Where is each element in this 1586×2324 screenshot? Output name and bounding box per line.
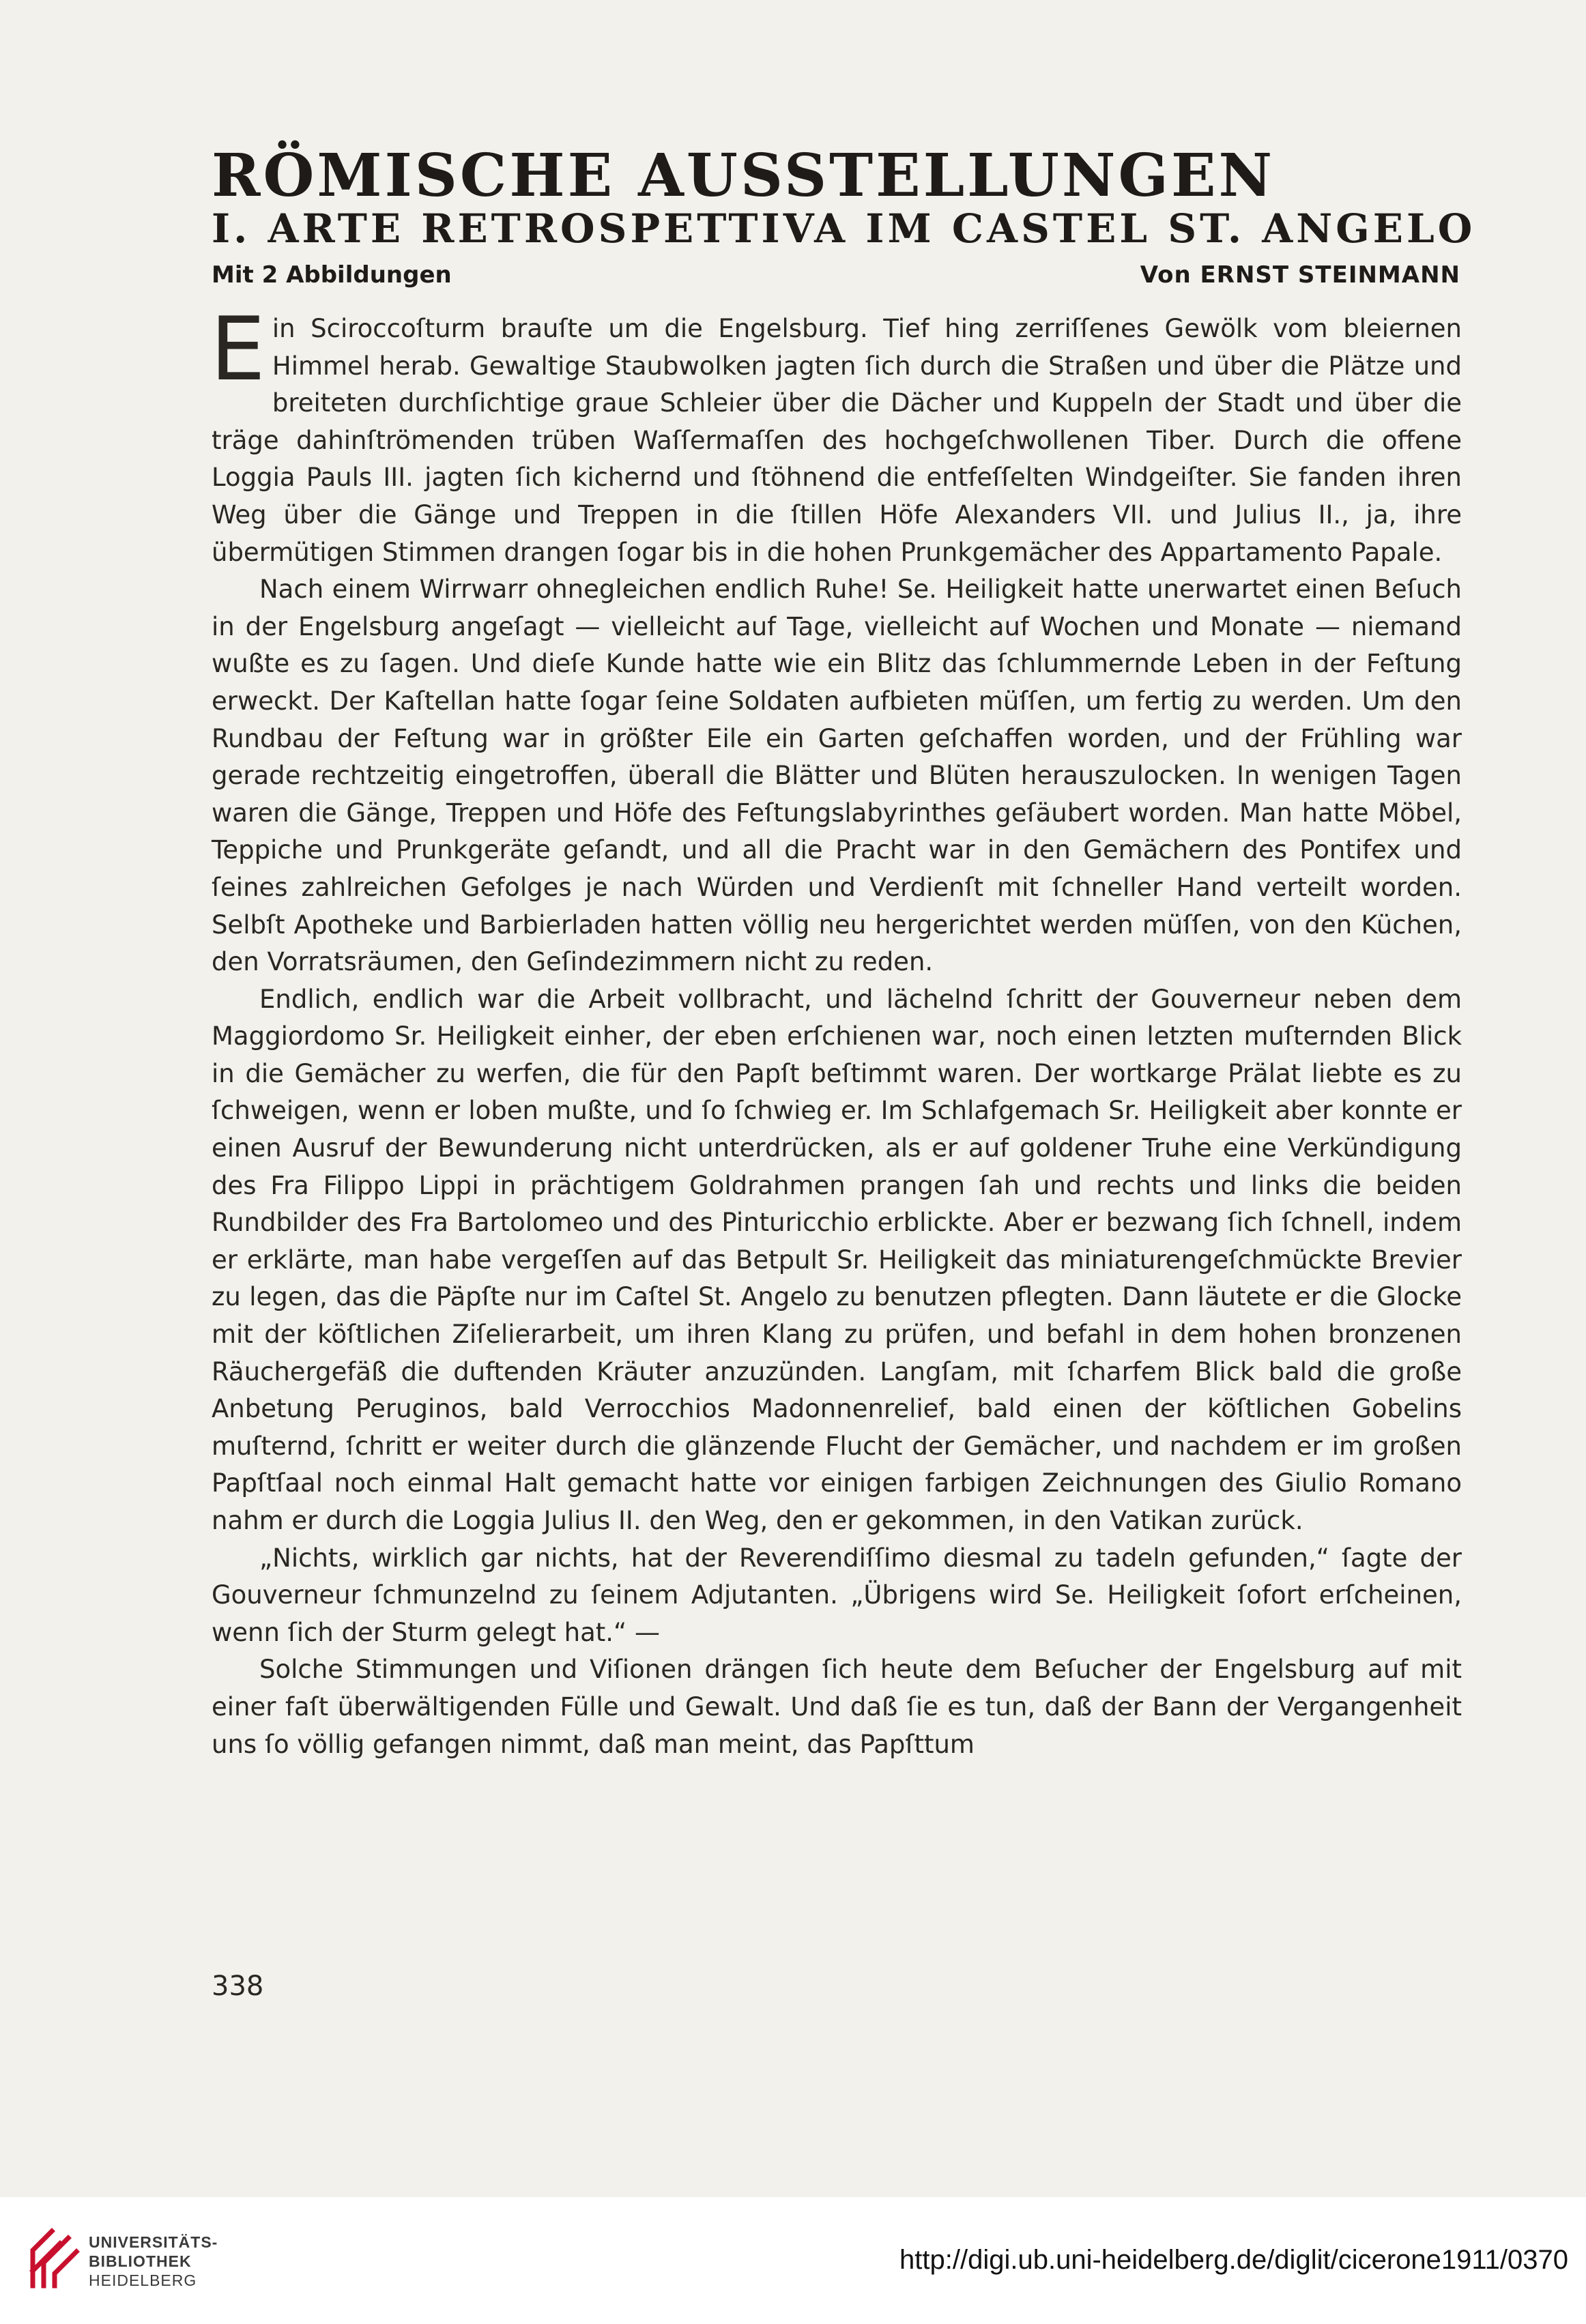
drop-cap: E [210, 299, 265, 401]
paragraph [210, 299, 1462, 571]
library-name-line: BIBLIOTHEK [89, 2252, 192, 2270]
source-url-link[interactable]: http://digi.ub.uni-heidelberg.de/diglit/cicerone1911/0370 [899, 2245, 1568, 2275]
paragraph-text: in Sciroccoſturm brauſte um die Engelsburg. Tief hing zerriſſenes Gewölk vom bleiernen Himmel herab. Gewaltige Staubwolken jagten ſich durch die Straßen und über die Plätze und breiteten durchſichtige graue Schleier über die Dächer und Kuppeln der Stadt und über die träge dahinſtrömenden trüben Waſſermaſſen des hochgeſchwollenen Tiber. Durch die offene Loggia Pauls III. jagten ſich kichernd und ſtöhnend die entfeſſelten Windgeiſter. Sie fanden ihren Weg über die Gänge und Treppen in die ſtillen Höfe Alexanders VII. und Julius II., ja, ihre übermütigen Stimmen drangen ſogar bis in die hohen Prunkgemächer des Appartamento Papale. [212, 314, 1462, 567]
paragraph: Endlich, endlich war die Arbeit vollbracht, und lächelnd ſchritt der Gouverneur neben dem Maggiordomo Sr. Heiligkeit einher, der eben erſchienen war, noch einen letzten muſternden Blick in die Gemächer zu werfen, die für den Papſt beſtimmt waren. Der wortkarge Prälat liebte es zu ſchweigen, wenn er loben mußte, und ſo ſchwieg er. Im Schlafgemach Sr. Heiligkeit aber konnte er einen Ausruf der Bewunderung nicht unterdrücken, als er auf goldener Truhe eine Verkündigung des Fra Filippo Lippi in prächtigem Goldrahmen prangen ſah und rechts und links die beiden Rundbilder des Fra Bartolomeo und des Pinturicchio erblickte. Aber er bezwang ſich ſchnell, indem er erklärte, man habe vergeſſen auf das Betpult Sr. Heiligkeit das miniaturengeſchmückte Brevier zu legen, das die Päpſte nur im Caſtel St. Angelo zu benutzen pflegten. Dann läutete er die Glocke mit der köſtlichen Ziſelierarbeit, um ihren Klang zu prüfen, und befahl in dem hohen bronzenen Räuchergefäß die duftenden Kräuter anzuzünden. Langſam, mit ſcharfem Blick bald die große Anbetung Peruginos, bald Verrocchios Madonnenrelief, bald einen der köſtlichen Gobelins muſternd, ſchritt er weiter durch die glänzende Flucht der Gemächer, und nachdem er im großen Papſtſaal noch einmal Halt gemacht hatte vor einigen farbigen Zeichnungen des Giulio Romano nahm er durch die Loggia Julius II. den Weg, den er gekommen, in den Vatikan zurück. [212, 984, 1462, 1535]
article-subtitle: I. ARTE RETROSPETTIVA IM CASTEL ST. ANGELO [212, 205, 1476, 252]
library-name [89, 2233, 218, 2290]
paragraph: „Nichts, wirklich gar nichts, hat der Reverendiſſimo diesmal zu tadeln gefunden,“ ſagte der Gouverneur ſchmunzelnd zu ſeinem Adjutanten. „Übrigens wird Se. Heiligkeit ſofort erſcheinen, wenn ſich der Sturm gelegt hat.“ — [212, 1543, 1462, 1647]
library-name-line: HEIDELBERG [89, 2271, 197, 2289]
page-number: 338 [212, 1971, 264, 2002]
illustrations-note: Mit 2 Abbildungen [212, 261, 452, 289]
paragraph: Solche Stimmungen und Viſionen drängen ſich heute dem Beſucher der Engelsburg auf mit einer faſt überwältigenden Fülle und Gewalt. Und daß ſie es tun, daß der Bann der Vergangenheit uns ſo völlig gefangen nimmt, daß man meint, das Papſttum [212, 1655, 1462, 1759]
author-credit: Von ERNST STEINMANN [1140, 261, 1460, 289]
byline [212, 258, 1460, 292]
article-title: RÖMISCHE AUSSTELLUNGEN [212, 141, 1275, 210]
paragraph: Nach einem Wirrwarr ohnegleichen endlich Ruhe! Se. Heiligkeit hatte unerwartet einen Beſuch in der Engelsburg angeſagt — vielleicht auf Tage, vielleicht auf Wochen und Monate — niemand wußte es zu ſagen. Und dieſe Kunde hatte wie ein Blitz das ſchlummernde Leben in der Feſtung erweckt. Der Kaſtellan hatte ſogar ſeine Soldaten aufbieten müſſen, um fertig zu werden. Um den Rundbau der Feſtung war in größter Eile ein Garten geſchaffen worden, und der Frühling war gerade rechtzeitig eingetroffen, überall die Blätter und Blüten herauszulocken. In wenigen Tagen waren die Gänge, Treppen und Höfe des Feſtungslabyrinthes geſäubert worden. Man hatte Möbel, Teppiche und Prunkgeräte geſandt, und all die Pracht war in den Gemächern des Pontifex und ſeines zahlreichen Gefolges je nach Würden und Verdienſt mit ſchneller Hand verteilt worden. Selbſt Apotheke und Barbierladen hatten völlig neu hergerichtet werden müſſen, von den Küchen, den Vorratsräumen, den Geſindezimmern nicht zu reden. [212, 575, 1462, 977]
footer-bar [0, 2197, 1586, 2324]
article-body [210, 299, 1462, 1763]
heidelberg-university-library-logo-icon [27, 2223, 82, 2291]
library-name-line: UNIVERSITÄTS- [89, 2233, 218, 2251]
